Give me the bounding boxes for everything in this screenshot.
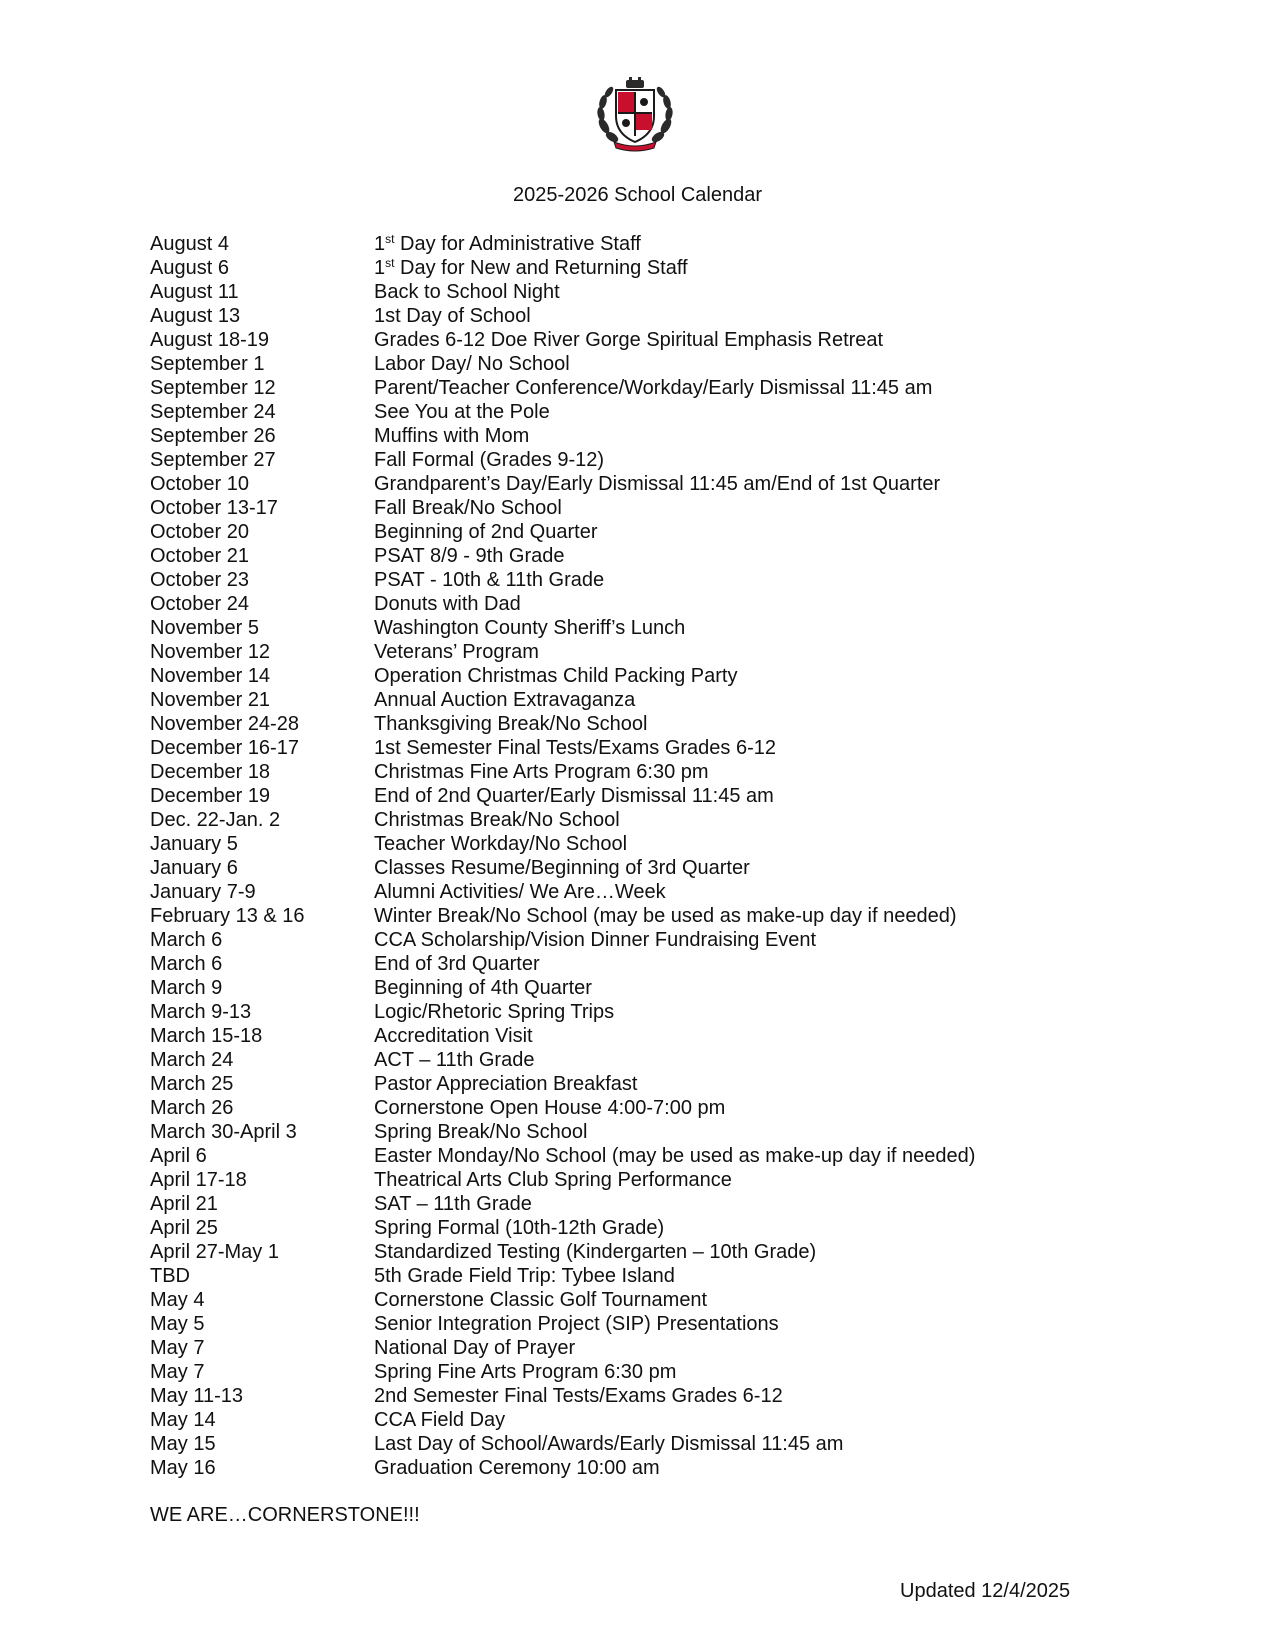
event-date: October 23 bbox=[150, 569, 249, 591]
event-row bbox=[150, 952, 1050, 976]
event-row bbox=[150, 472, 1050, 496]
event-description: Washington County Sheriff’s Lunch bbox=[374, 617, 686, 639]
event-description: 5th Grade Field Trip: Tybee Island bbox=[374, 1265, 675, 1287]
event-description: End of 3rd Quarter bbox=[374, 953, 540, 975]
event-row bbox=[150, 520, 1050, 544]
event-date: October 24 bbox=[150, 593, 249, 615]
event-date: February 13 & 16 bbox=[150, 905, 305, 927]
event-description bbox=[374, 232, 641, 256]
event-date: April 25 bbox=[150, 1217, 218, 1239]
event-row bbox=[150, 1216, 1050, 1240]
event-row bbox=[150, 1120, 1050, 1144]
event-date: December 18 bbox=[150, 761, 271, 783]
event-row bbox=[150, 928, 1050, 952]
event-row bbox=[150, 352, 1050, 376]
event-date: March 30-April 3 bbox=[150, 1121, 297, 1143]
event-description: Fall Formal (Grades 9-12) bbox=[374, 449, 605, 471]
event-date: January 6 bbox=[150, 857, 238, 879]
event-date: September 27 bbox=[150, 449, 276, 471]
event-date: September 26 bbox=[150, 425, 276, 447]
event-description: 1st Day of School bbox=[374, 305, 531, 327]
event-date: November 21 bbox=[150, 689, 271, 711]
event-description: Last Day of School/Awards/Early Dismissal 11:45 am bbox=[374, 1433, 844, 1455]
event-description: Operation Christmas Child Packing Party bbox=[374, 665, 738, 687]
event-description: Pastor Appreciation Breakfast bbox=[374, 1073, 638, 1095]
event-row bbox=[150, 328, 1050, 352]
event-date: March 6 bbox=[150, 929, 223, 951]
event-row bbox=[150, 1000, 1050, 1024]
event-row bbox=[150, 424, 1050, 448]
event-date: TBD bbox=[150, 1265, 190, 1287]
event-date: May 4 bbox=[150, 1289, 205, 1311]
event-date: March 9 bbox=[150, 977, 223, 999]
event-description: Senior Integration Project (SIP) Presentations bbox=[374, 1313, 779, 1335]
event-description: Christmas Fine Arts Program 6:30 pm bbox=[374, 761, 709, 783]
event-date: March 9-13 bbox=[150, 1001, 252, 1023]
events-list bbox=[150, 232, 1050, 1480]
event-description: Spring Break/No School bbox=[374, 1121, 588, 1143]
event-description: PSAT 8/9 - 9th Grade bbox=[374, 545, 565, 567]
event-row bbox=[150, 640, 1050, 664]
event-date: November 12 bbox=[150, 641, 271, 663]
event-row bbox=[150, 1168, 1050, 1192]
event-row bbox=[150, 568, 1050, 592]
event-row bbox=[150, 232, 1050, 256]
event-description: CCA Field Day bbox=[374, 1409, 506, 1431]
event-description: Christmas Break/No School bbox=[374, 809, 620, 831]
event-description: Veterans’ Program bbox=[374, 641, 539, 663]
event-row bbox=[150, 832, 1050, 856]
event-date: August 18-19 bbox=[150, 329, 269, 351]
event-date: March 24 bbox=[150, 1049, 234, 1071]
event-date: September 24 bbox=[150, 401, 276, 423]
event-row bbox=[150, 1288, 1050, 1312]
event-row bbox=[150, 304, 1050, 328]
event-date: August 13 bbox=[150, 305, 241, 327]
event-date: November 5 bbox=[150, 617, 259, 639]
event-date: August 4 bbox=[150, 233, 229, 255]
event-date: Dec. 22-Jan. 2 bbox=[150, 809, 281, 831]
event-description: National Day of Prayer bbox=[374, 1337, 576, 1359]
event-description: CCA Scholarship/Vision Dinner Fundraising Event bbox=[374, 929, 817, 951]
event-row bbox=[150, 400, 1050, 424]
event-description: Donuts with Dad bbox=[374, 593, 521, 615]
event-description: Spring Formal (10th-12th Grade) bbox=[374, 1217, 665, 1239]
event-description: Theatrical Arts Club Spring Performance bbox=[374, 1169, 732, 1191]
event-row bbox=[150, 1240, 1050, 1264]
event-ordinal: 1 bbox=[374, 257, 386, 279]
event-description: Graduation Ceremony 10:00 am bbox=[374, 1457, 660, 1479]
event-row bbox=[150, 1384, 1050, 1408]
event-description: Annual Auction Extravaganza bbox=[374, 689, 636, 711]
event-row bbox=[150, 1144, 1050, 1168]
event-description: Grandparent’s Day/Early Dismissal 11:45 am/End of 1st Quarter bbox=[374, 473, 941, 495]
event-description: See You at the Pole bbox=[374, 401, 550, 423]
event-date: November 24-28 bbox=[150, 713, 299, 735]
event-date: May 7 bbox=[150, 1337, 205, 1359]
event-description: Muffins with Mom bbox=[374, 425, 530, 447]
event-description: 1st Semester Final Tests/Exams Grades 6-12 bbox=[374, 737, 777, 759]
event-description: Logic/Rhetoric Spring Trips bbox=[374, 1001, 615, 1023]
event-row bbox=[150, 808, 1050, 832]
event-row bbox=[150, 1096, 1050, 1120]
event-description: SAT – 11th Grade bbox=[374, 1193, 532, 1215]
event-date: October 13-17 bbox=[150, 497, 278, 519]
event-date: March 26 bbox=[150, 1097, 234, 1119]
event-row bbox=[150, 1336, 1050, 1360]
event-row bbox=[150, 1312, 1050, 1336]
event-row bbox=[150, 688, 1050, 712]
event-description: Beginning of 2nd Quarter bbox=[374, 521, 598, 543]
event-row bbox=[150, 1192, 1050, 1216]
event-row bbox=[150, 856, 1050, 880]
event-description: Accreditation Visit bbox=[374, 1025, 533, 1047]
event-row bbox=[150, 1408, 1050, 1432]
event-date: March 6 bbox=[150, 953, 223, 975]
event-date: October 21 bbox=[150, 545, 249, 567]
event-row bbox=[150, 592, 1050, 616]
event-date: April 27-May 1 bbox=[150, 1241, 279, 1263]
event-description: Thanksgiving Break/No School bbox=[374, 713, 648, 735]
event-date: September 12 bbox=[150, 377, 276, 399]
event-date: March 25 bbox=[150, 1073, 234, 1095]
event-row bbox=[150, 544, 1050, 568]
event-ordinal-suffix: st bbox=[385, 232, 395, 246]
event-row bbox=[150, 760, 1050, 784]
event-row bbox=[150, 1048, 1050, 1072]
event-description: End of 2nd Quarter/Early Dismissal 11:45 am bbox=[374, 785, 774, 807]
event-description-text: Day for New and Returning Staff bbox=[394, 257, 688, 279]
event-description: Beginning of 4th Quarter bbox=[374, 977, 592, 999]
event-date: March 15-18 bbox=[150, 1025, 263, 1047]
event-row bbox=[150, 1264, 1050, 1288]
event-row bbox=[150, 736, 1050, 760]
event-row bbox=[150, 904, 1050, 928]
event-description-text: Day for Administrative Staff bbox=[394, 233, 641, 255]
event-date: May 7 bbox=[150, 1361, 205, 1383]
event-row bbox=[150, 448, 1050, 472]
event-row bbox=[150, 496, 1050, 520]
event-description: Fall Break/No School bbox=[374, 497, 562, 519]
event-date: May 14 bbox=[150, 1409, 216, 1431]
event-row bbox=[150, 664, 1050, 688]
event-date: May 16 bbox=[150, 1457, 216, 1479]
event-description: Labor Day/ No School bbox=[374, 353, 570, 375]
event-description: Alumni Activities/ We Are…Week bbox=[374, 881, 666, 903]
event-date: January 5 bbox=[150, 833, 238, 855]
event-description: Teacher Workday/No School bbox=[374, 833, 628, 855]
event-row bbox=[150, 256, 1050, 280]
event-description: Classes Resume/Beginning of 3rd Quarter bbox=[374, 857, 750, 879]
event-description bbox=[374, 256, 688, 280]
event-row bbox=[150, 1072, 1050, 1096]
event-date: December 19 bbox=[150, 785, 271, 807]
event-row bbox=[150, 616, 1050, 640]
event-date: August 11 bbox=[150, 281, 239, 303]
event-row bbox=[150, 1024, 1050, 1048]
event-row bbox=[150, 1360, 1050, 1384]
event-description: 2nd Semester Final Tests/Exams Grades 6-12 bbox=[374, 1385, 783, 1407]
event-row bbox=[150, 1456, 1050, 1480]
event-row bbox=[150, 712, 1050, 736]
event-date: April 17-18 bbox=[150, 1169, 247, 1191]
crest-graphic bbox=[594, 76, 676, 154]
event-description: PSAT - 10th & 11th Grade bbox=[374, 569, 605, 591]
event-row bbox=[150, 784, 1050, 808]
event-description: Spring Fine Arts Program 6:30 pm bbox=[374, 1361, 677, 1383]
event-date: May 11-13 bbox=[150, 1385, 244, 1407]
event-description: Standardized Testing (Kindergarten – 10th Grade) bbox=[374, 1241, 817, 1263]
page-title: 2025-2026 School Calendar bbox=[512, 184, 763, 206]
event-description: Winter Break/No School (may be used as make-up day if needed) bbox=[374, 905, 957, 927]
event-row bbox=[150, 376, 1050, 400]
event-row bbox=[150, 280, 1050, 304]
school-crest-icon bbox=[594, 76, 676, 154]
event-date: April 21 bbox=[150, 1193, 218, 1215]
event-date: May 15 bbox=[150, 1433, 216, 1455]
event-date: April 6 bbox=[150, 1145, 207, 1167]
event-description: Easter Monday/No School (may be used as make-up day if needed) bbox=[374, 1145, 976, 1167]
event-description: Parent/Teacher Conference/Workday/Early Dismissal 11:45 am bbox=[374, 377, 933, 399]
event-description: Grades 6-12 Doe River Gorge Spiritual Emphasis Retreat bbox=[374, 329, 884, 351]
event-description: Back to School Night bbox=[374, 281, 560, 303]
updated-date: Updated 12/4/2025 bbox=[900, 1580, 1071, 1602]
event-description: Cornerstone Open House 4:00-7:00 pm bbox=[374, 1097, 726, 1119]
event-date: September 1 bbox=[150, 353, 265, 375]
event-date: November 14 bbox=[150, 665, 271, 687]
event-ordinal-suffix: st bbox=[385, 256, 395, 270]
event-row bbox=[150, 880, 1050, 904]
event-ordinal: 1 bbox=[374, 233, 386, 255]
event-date: December 16-17 bbox=[150, 737, 299, 759]
event-date: May 5 bbox=[150, 1313, 205, 1335]
event-description: Cornerstone Classic Golf Tournament bbox=[374, 1289, 708, 1311]
motto: WE ARE…CORNERSTONE!!! bbox=[150, 1504, 420, 1526]
event-row bbox=[150, 1432, 1050, 1456]
event-date: August 6 bbox=[150, 257, 229, 279]
event-date: October 20 bbox=[150, 521, 249, 543]
event-date: October 10 bbox=[150, 473, 249, 495]
event-description: ACT – 11th Grade bbox=[374, 1049, 535, 1071]
event-date: January 7-9 bbox=[150, 881, 256, 903]
event-row bbox=[150, 976, 1050, 1000]
